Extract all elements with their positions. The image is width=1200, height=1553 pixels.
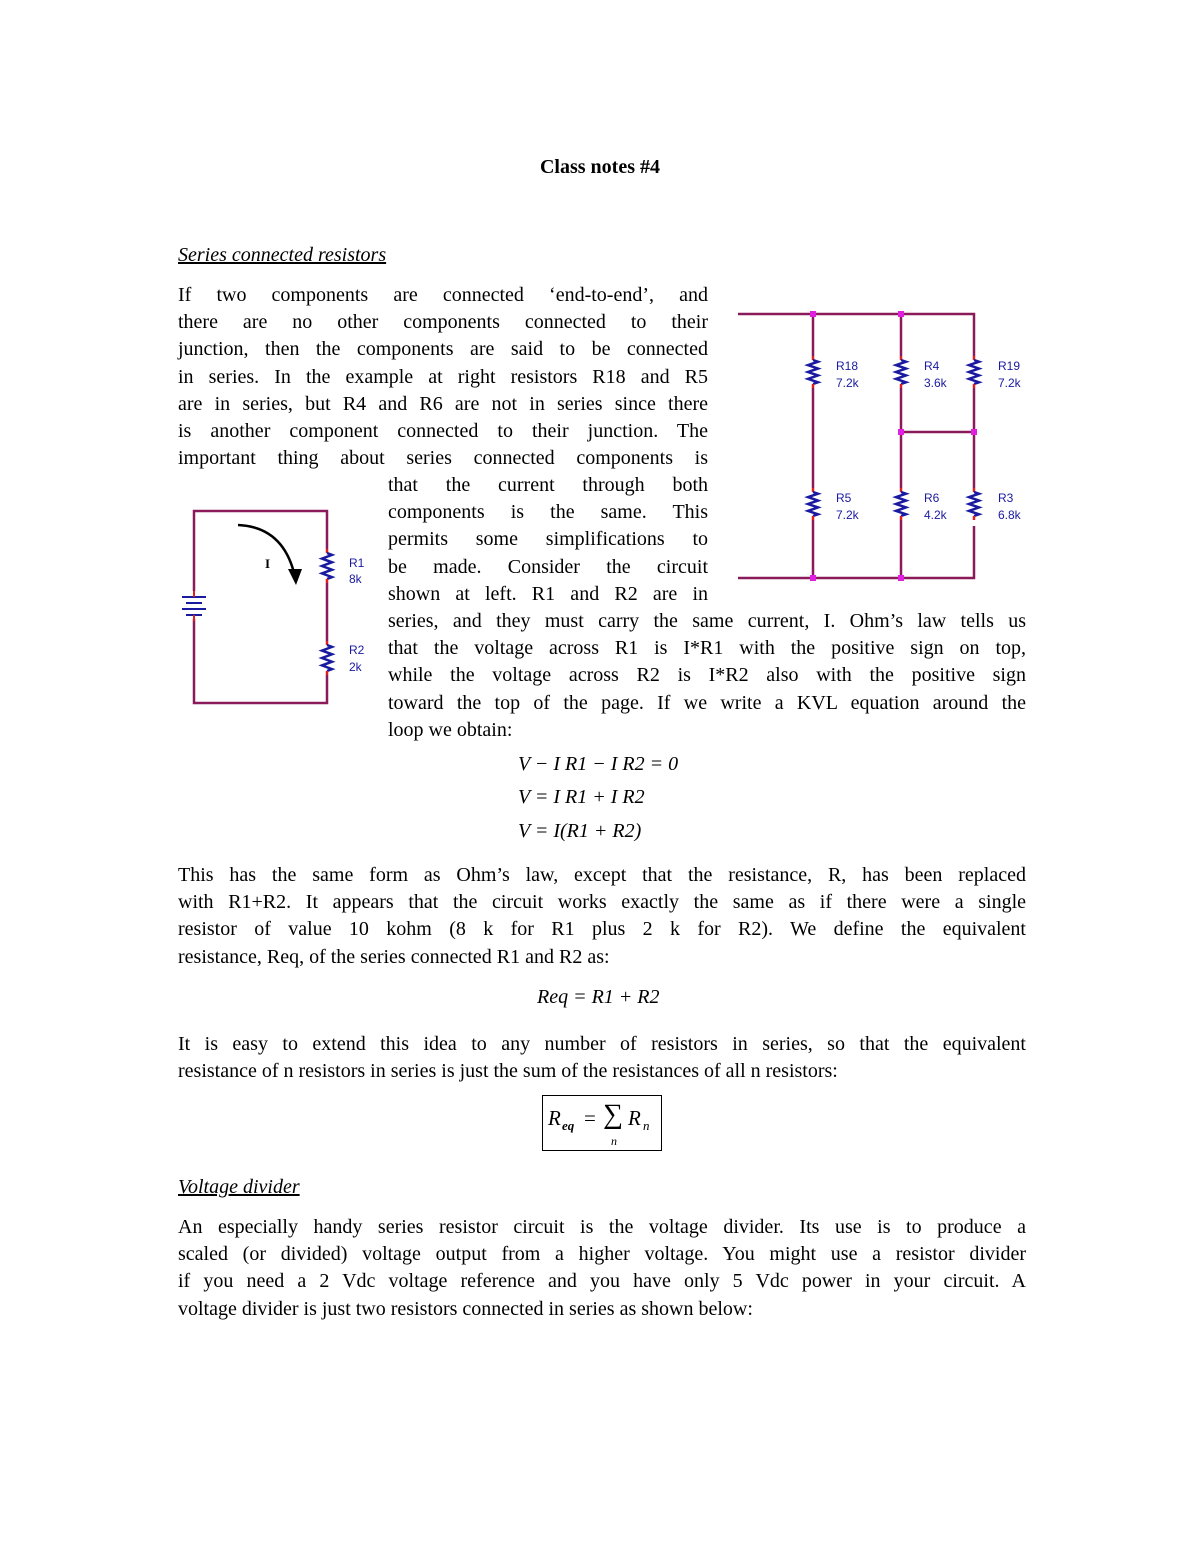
page-title: Class notes #4 <box>539 156 660 178</box>
text-line: in series. In the example at right resistors R18 and R5 <box>178 365 708 388</box>
battery-icon <box>182 591 206 621</box>
text-line: be made. Consider the circuit <box>388 555 708 578</box>
node-dot <box>898 429 904 435</box>
label-r5-name: R5 <box>836 491 852 505</box>
label-r1-value: 8k <box>349 572 362 586</box>
label-r3-value: 6.8k <box>998 508 1021 522</box>
wire-bottom <box>738 526 974 578</box>
label-r6-name: R6 <box>924 491 940 505</box>
node-dot <box>810 311 816 317</box>
kvl-equation-1: V − I R1 − I R2 = 0 <box>518 753 679 775</box>
text-line: This has the same form as Ohm’s law, except that the resistance, R, has been replaced <box>178 864 1026 886</box>
node-dot <box>898 311 904 317</box>
section-heading-series: Series connected resistors <box>178 244 387 266</box>
text-line: is another component connected to their junction. The <box>178 420 708 443</box>
kvl-equation-2: V = I R1 + I R2 <box>518 786 645 808</box>
node-dot <box>898 575 904 581</box>
paragraph-series-intro <box>178 282 708 472</box>
text-line: voltage divider is just two resistors connected in series as shown below: <box>178 1297 753 1320</box>
text-line: while the voltage across R2 is I*R2 also with the positive sign <box>388 664 1026 687</box>
text-line: if you need a 2 Vdc voltage reference and you have only 5 Vdc power in your circuit. A <box>178 1270 1026 1293</box>
sum-equals: = <box>584 1106 596 1130</box>
sum-equation-box <box>542 1095 662 1151</box>
label-r5-value: 7.2k <box>836 508 859 522</box>
label-r2-value: 2k <box>349 660 362 674</box>
req-equation: Req = R1 + R2 <box>537 986 660 1008</box>
text-line: with R1+R2. It appears that the circuit works exactly the same as if there were a single <box>178 891 1026 914</box>
text-line: that the voltage across R1 is I*R1 with the positive sign on top, <box>388 637 1026 660</box>
text-line: series, and they must carry the same current, I. Ohm’s law tells us <box>388 610 1026 632</box>
wire-loop-top <box>194 511 327 591</box>
label-r19-value: 7.2k <box>998 376 1021 390</box>
sigma-sub: n <box>611 1134 617 1148</box>
label-r4-value: 3.6k <box>924 376 947 390</box>
sum-lhs: R <box>548 1106 561 1130</box>
resistor-icon-r6 <box>896 488 906 520</box>
text-line: important thing about series connected components is <box>178 447 708 470</box>
paragraph-series-current-a <box>388 472 708 608</box>
wire-loop-bottom <box>194 619 327 703</box>
sum-rhs-sub: n <box>643 1118 650 1133</box>
node-dot <box>810 575 816 581</box>
label-r18-name: R18 <box>836 359 859 373</box>
text-line: resistance of n resistors in series is just the sum of the resistances of all n resistors: <box>178 1060 838 1083</box>
label-r3-name: R3 <box>998 491 1014 505</box>
section-heading-divider: Voltage divider <box>178 1176 300 1198</box>
resistor-icon-r18 <box>808 356 818 388</box>
current-label: I <box>265 556 271 571</box>
current-arrow-icon <box>238 525 302 585</box>
text-line: are in series, but R4 and R6 are not in series since there <box>178 392 708 415</box>
sum-rhs: R <box>628 1106 641 1130</box>
circuit-diagram-network <box>730 300 1030 590</box>
text-line: resistance, Req, of the series connected R1 and R2 as: <box>178 945 610 968</box>
sigma-symbol: ∑ <box>603 1099 623 1130</box>
text-line: permits some simplifications to <box>388 528 708 551</box>
text-line: that the current through both <box>388 474 708 496</box>
resistor-icon-r5 <box>808 488 818 520</box>
sum-lhs-sub: eq <box>562 1118 575 1133</box>
label-r1-name: R1 <box>349 556 365 570</box>
wire-top <box>738 314 974 356</box>
resistor-icon-r19 <box>969 356 979 388</box>
node-dot <box>971 429 977 435</box>
label-r18-value: 7.2k <box>836 376 859 390</box>
paragraph-voltage-divider <box>178 1214 1026 1323</box>
text-line: resistor of value 10 kohm (8 k for R1 plus 2 k for R2). We define the equivalent <box>178 918 1026 941</box>
text-line: An especially handy series resistor circuit is the voltage divider. Its use is to produce a <box>178 1216 1026 1238</box>
kvl-equation-3: V = I(R1 + R2) <box>518 820 642 842</box>
label-r2-name: R2 <box>349 643 365 657</box>
text-line: components is the same. This <box>388 501 708 524</box>
text-line: loop we obtain: <box>388 718 513 741</box>
text-line: scaled (or divided) voltage output from a higher voltage. You might use a resistor divider <box>178 1243 1026 1266</box>
paragraph-series-current-b <box>388 608 1026 744</box>
text-line: there are no other components connected to their <box>178 311 708 334</box>
text-line: junction, then the components are said to be connected <box>178 338 708 361</box>
label-r4-name: R4 <box>924 359 940 373</box>
paragraph-n-resistors <box>178 1031 1026 1085</box>
text-line: If two components are connected ‘end-to-end’, and <box>178 284 708 306</box>
resistor-icon-r1 <box>322 549 332 583</box>
text-line: It is easy to extend this idea to any number of resistors in series, so that the equivalent <box>178 1033 1026 1055</box>
text-line: toward the top of the page. If we write a KVL equation around the <box>388 691 1026 714</box>
resistor-icon-r4 <box>896 356 906 388</box>
text-line: shown at left. R1 and R2 are in <box>388 582 708 605</box>
label-r19-name: R19 <box>998 359 1021 373</box>
resistor-icon-r2 <box>322 641 332 675</box>
paragraph-equivalent <box>178 862 1026 971</box>
resistor-icon-r3 <box>969 488 979 520</box>
circuit-diagram-series <box>172 505 382 710</box>
label-r6-value: 4.2k <box>924 508 947 522</box>
